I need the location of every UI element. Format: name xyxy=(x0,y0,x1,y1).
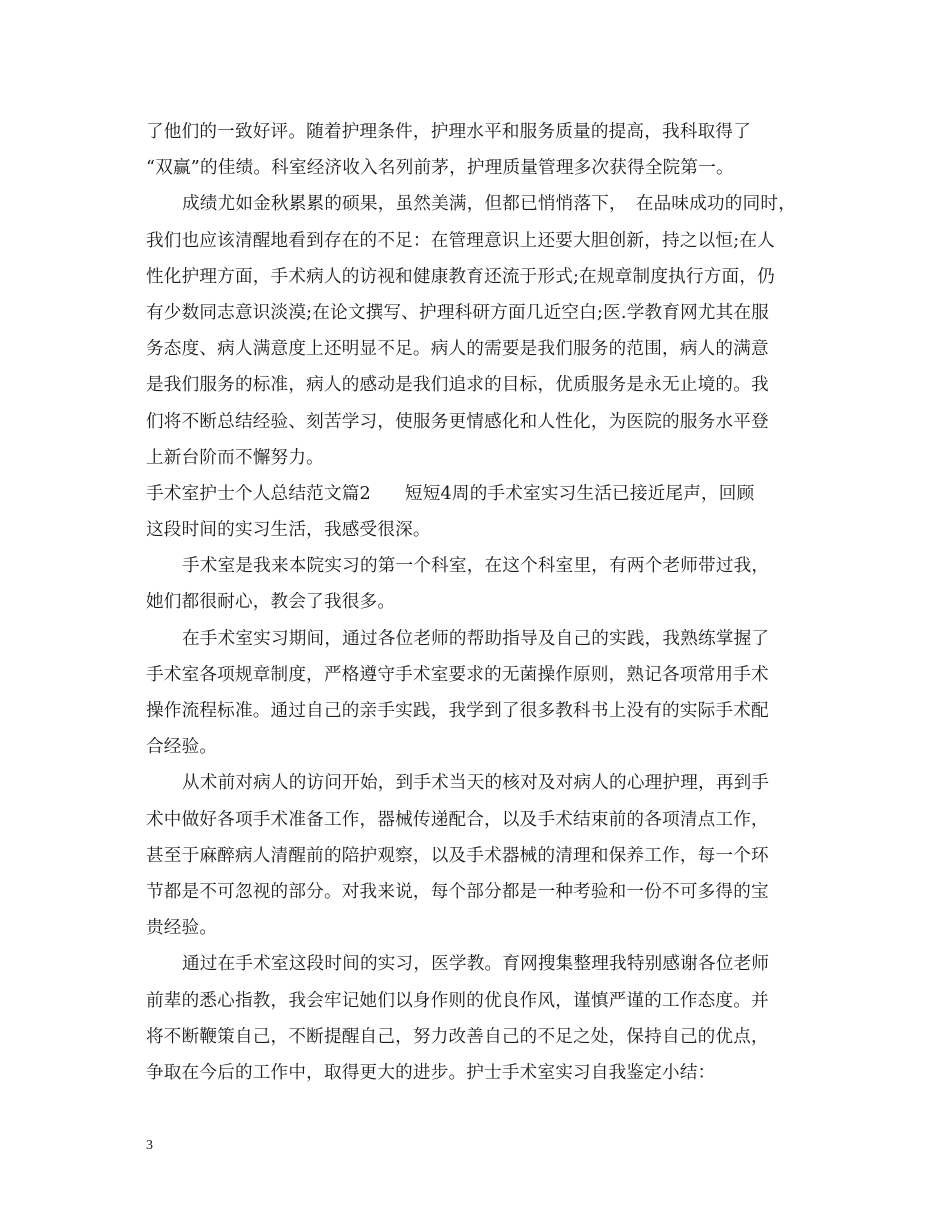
text-line: 务态度、病人满意度上还明显不足。病人的需要是我们服务的范围，病人的满意 xyxy=(146,339,769,360)
text-line: 这段时间的实习生活，我感受很深。 xyxy=(146,520,431,541)
text-line: 了他们的一致好评。随着护理条件，护理水平和服务质量的提高，我科取得了 xyxy=(146,122,751,142)
section-title: 手术室护士个人总结范文篇2 xyxy=(146,483,371,504)
text-line: 在手术室实习期间，通过各位老师的帮助指导及自己的实践，我熟练掌握了 xyxy=(182,628,770,649)
text-line: 成绩尤如金秋累累的硕果，虽然美满，但都已悄悄落下， 在品味成功的同时， xyxy=(182,194,796,215)
text-line: 有少数同志意识淡漠;在论文撰写、护理科研方面几近空白;医.学教育网尤其在服 xyxy=(146,302,770,323)
text-line: 通过在手术室这段时间的实习，医学教。育网搜集整理我特别感谢各位老师 xyxy=(182,954,770,975)
text-line: 操作流程标准。通过自己的亲手实践，我学到了很多教科书上没有的实际手术配 xyxy=(146,701,769,721)
document-body xyxy=(146,114,814,1091)
text-line: 是我们服务的标准，病人的感动是我们追求的目标，优质服务是永无止境的。我 xyxy=(146,375,769,396)
text-line: 上新台阶而不懈努力。 xyxy=(146,447,324,468)
text-line: 将不断鞭策自己，不断提醒自己，努力改善自己的不足之处，保持自己的优点， xyxy=(146,1026,769,1047)
text-line: 前辈的悉心指教，我会牢记她们以身作则的优良作风，谨慎严谨的工作态度。并 xyxy=(146,990,769,1011)
text-line: 性化护理方面，手术病人的访视和健康教育还流于形式;在规章制度执行方面，仍 xyxy=(146,266,775,287)
text-line: 们将不断总结经验、刻苦学习，使服务更情感化和人性化，为医院的服务水平登 xyxy=(146,411,769,432)
text-line: 手术室是我来本院实习的第一个科室，在这个科室里，有两个老师带过我， xyxy=(182,556,770,577)
text-line: 她们都很耐心，教会了我很多。 xyxy=(146,592,396,613)
section-heading-line xyxy=(146,476,814,512)
text-line: 节都是不可忽视的部分。对我来说，每个部分都是一种考验和一份不可多得的宝 xyxy=(146,881,769,902)
text-line: 贵经验。 xyxy=(146,918,218,939)
page-number: 3 xyxy=(146,1138,153,1153)
text-line: 从术前对病人的访问开始，到手术当天的核对及对病人的心理护理，再到手 xyxy=(182,773,770,794)
text-line: 甚至于麻醉病人清醒前的陪护观察，以及手术器械的清理和保养工作，每一个环 xyxy=(146,845,769,866)
section-first-sentence: 短短4周的手术室实习生活已接近尾声，回顾 xyxy=(404,483,755,504)
text-line: 争取在今后的工作中，取得更大的进步。护士手术室实习自我鉴定小结： xyxy=(146,1062,716,1083)
text-line: 合经验。 xyxy=(146,737,218,758)
text-line: 手术室各项规章制度，严格遵守手术室要求的无菌操作原则，熟记各项常用手术 xyxy=(146,664,769,685)
text-line: “双赢”的佳绩。科室经济收入名列前茅，护理质量管理多次获得全院第一。 xyxy=(146,158,734,179)
text-line: 我们也应该清醒地看到存在的不足：在管理意识上还要大胆创新，持之以恒;在人 xyxy=(146,230,775,251)
text-line: 术中做好各项手术准备工作，器械传递配合，以及手术结束前的各项清点工作， xyxy=(146,809,769,830)
